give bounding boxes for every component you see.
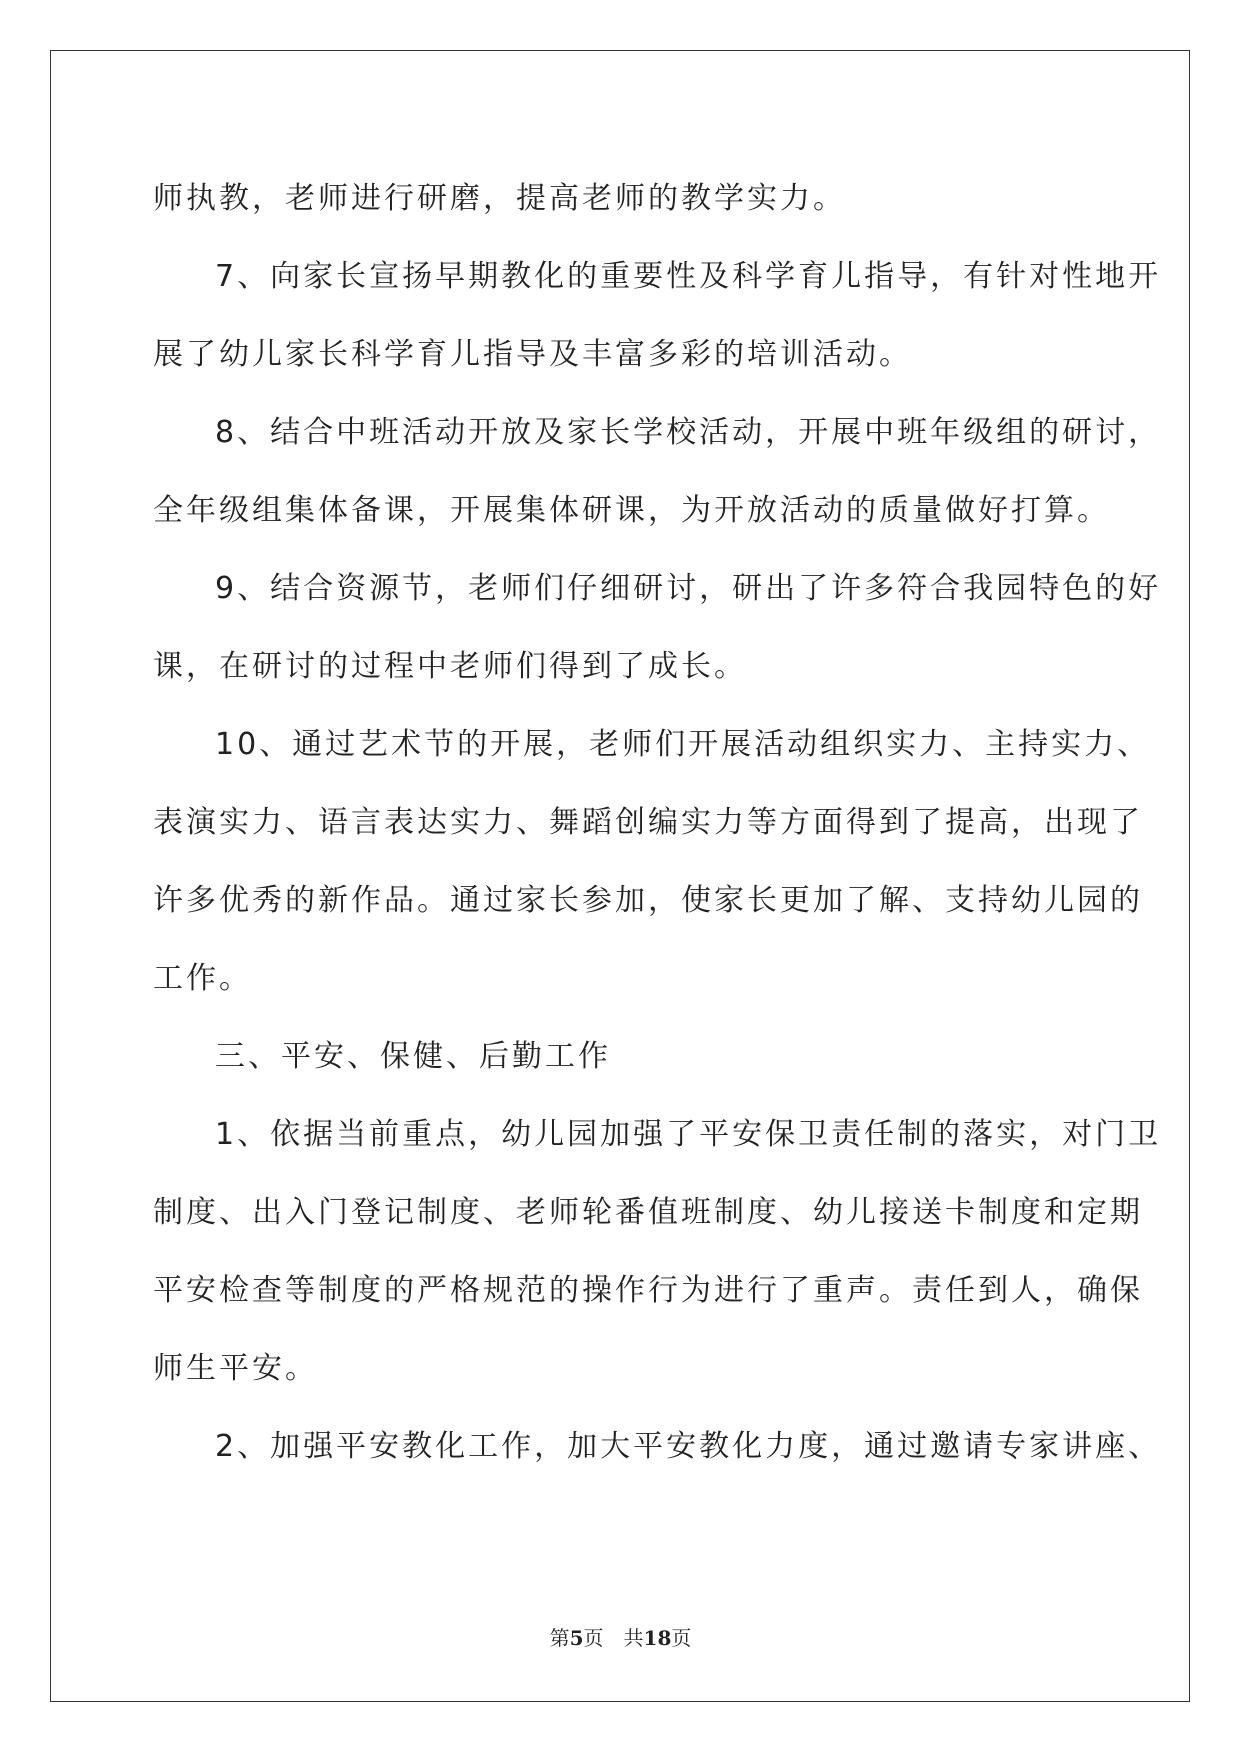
text-line: 师执教，老师进行研磨，提高老师的教学实力。 [153, 181, 846, 216]
text-line: 1、依据当前重点，幼儿园加强了平安保卫责任制的落实，对门卫 [215, 1117, 1162, 1152]
footer-mid: 页 共 [583, 1626, 644, 1650]
text-line: 表演实力、语言表达实力、舞蹈创编实力等方面得到了提高，出现了 [153, 805, 1143, 840]
document-body [153, 160, 1162, 1486]
text-line: 工作。 [153, 961, 252, 996]
text-line: 8、结合中班活动开放及家长学校活动，开展中班年级组的研讨， [215, 415, 1162, 450]
text-line: 7、向家长宣扬早期教化的重要性及科学育儿指导，有针对性地开 [215, 259, 1162, 294]
page-footer [0, 1622, 1241, 1651]
footer-suffix: 页 [671, 1626, 692, 1650]
text-line: 9、结合资源节，老师们仔细研讨，研出了许多符合我园特色的好 [215, 571, 1162, 606]
text-line: 课，在研讨的过程中老师们得到了成长。 [153, 649, 747, 684]
text-line: 许多优秀的新作品。通过家长参加，使家长更加了解、支持幼儿园的 [153, 883, 1143, 918]
text-line: 师生平安。 [153, 1351, 318, 1386]
text-line: 展了幼儿家长科学育儿指导及丰富多彩的培训活动。 [153, 337, 912, 372]
total-pages-number: 18 [643, 1626, 672, 1650]
footer-prefix: 第 [549, 1626, 570, 1650]
current-page-number: 5 [569, 1626, 584, 1650]
text-line: 制度、出入门登记制度、老师轮番值班制度、幼儿接送卡制度和定期 [153, 1195, 1143, 1230]
text-line: 全年级组集体备课，开展集体研课，为开放活动的质量做好打算。 [153, 493, 1110, 528]
text-line: 2、加强平安教化工作，加大平安教化力度，通过邀请专家讲座、 [215, 1429, 1162, 1464]
section-heading: 三、平安、保健、后勤工作 [215, 1039, 611, 1074]
text-line: 10、通过艺术节的开展，老师们开展活动组织实力、主持实力、 [215, 727, 1151, 762]
text-line: 平安检查等制度的严格规范的操作行为进行了重声。责任到人，确保 [153, 1273, 1143, 1308]
